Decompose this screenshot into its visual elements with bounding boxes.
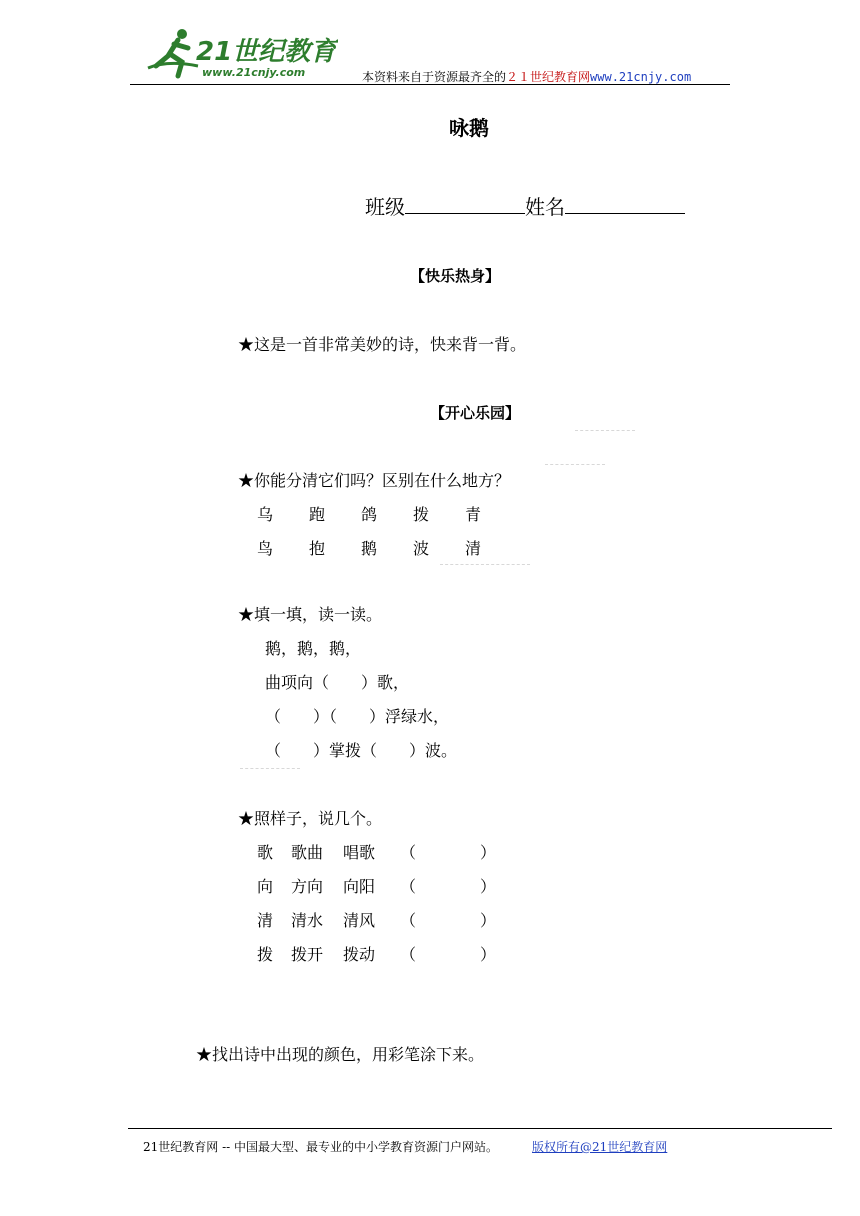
poem-line: 鹅，鹅，鹅， xyxy=(265,639,362,658)
section-heading-warmup: 【快乐热身】 xyxy=(410,267,501,285)
source-site[interactable]: ２１世纪教育网 xyxy=(506,70,591,84)
faint-mark xyxy=(545,464,605,465)
paren-open[interactable]: （ xyxy=(400,945,417,964)
word-cell: 歌 xyxy=(257,843,274,862)
char-cell: 鸽 xyxy=(361,505,378,524)
word-cell: 清风 xyxy=(343,911,376,930)
paren-open[interactable]: （ xyxy=(400,843,417,862)
poem-line: （ ）（ ）浮绿水， xyxy=(265,707,450,726)
poem-line: （ ）掌拨（ ）波。 xyxy=(265,741,458,760)
question-colors: ★找出诗中出现的颜色，用彩笔涂下来。 xyxy=(196,1045,485,1064)
logo-url: www.21cnjy.com xyxy=(202,66,306,79)
word-cell: 唱歌 xyxy=(343,843,376,862)
page-title: 咏鹅 xyxy=(449,116,489,140)
question-fill-in: ★填一填，读一读。 xyxy=(238,605,383,624)
word-cell: 拨动 xyxy=(343,945,376,964)
word-cell: 清 xyxy=(257,911,274,930)
char-cell: 抱 xyxy=(309,539,326,558)
paren-close: ） xyxy=(480,877,497,896)
paren-open[interactable]: （ xyxy=(400,877,417,896)
word-cell: 拨开 xyxy=(291,945,324,964)
faint-mark xyxy=(440,564,530,565)
word-cell: 方向 xyxy=(291,877,324,896)
word-cell: 向阳 xyxy=(343,877,376,896)
question-distinguish: ★你能分清它们吗？区别在什么地方？ xyxy=(238,471,511,490)
char-cell: 青 xyxy=(465,505,482,524)
char-cell: 跑 xyxy=(309,505,326,524)
question-recite: ★这是一首非常美妙的诗，快来背一背。 xyxy=(238,335,527,354)
char-cell: 清 xyxy=(465,539,482,558)
name-label: 姓名 xyxy=(525,195,565,219)
running-figure-icon xyxy=(148,29,198,76)
char-cell: 鹅 xyxy=(361,539,378,558)
source-prefix: 本资料来自于资源最齐全的 xyxy=(362,70,507,84)
word-cell: 清水 xyxy=(291,911,324,930)
footer xyxy=(143,1138,667,1155)
header-source-note xyxy=(362,68,691,85)
question-examples: ★照样子，说几个。 xyxy=(238,809,383,828)
name-blank[interactable] xyxy=(565,195,685,214)
faint-mark xyxy=(240,768,300,769)
paren-close: ） xyxy=(480,843,497,862)
char-cell: 拨 xyxy=(413,505,430,524)
class-blank[interactable] xyxy=(405,195,525,214)
paren-open[interactable]: （ xyxy=(400,911,417,930)
header-divider xyxy=(130,84,730,85)
class-label: 班级 xyxy=(365,195,405,219)
paren-close: ） xyxy=(480,945,497,964)
word-cell: 向 xyxy=(257,877,274,896)
paren-close: ） xyxy=(480,911,497,930)
copyright-link[interactable]: 版权所有@21世纪教育网 xyxy=(532,1140,668,1154)
faint-mark xyxy=(575,430,635,431)
source-url[interactable]: www.21cnjy.com xyxy=(590,70,692,84)
logo xyxy=(138,22,338,84)
footer-divider xyxy=(128,1128,832,1129)
footer-text: 21世纪教育网 -- 中国最大型、最专业的中小学教育资源门户网站。 xyxy=(143,1140,499,1154)
poem-line: 曲项向（ ）歌， xyxy=(265,673,410,692)
class-name-row xyxy=(365,191,685,220)
char-cell: 乌 xyxy=(257,505,274,524)
section-heading-fun: 【开心乐园】 xyxy=(430,404,521,422)
char-cell: 波 xyxy=(413,539,430,558)
word-cell: 拨 xyxy=(257,945,274,964)
char-cell: 鸟 xyxy=(257,539,274,558)
logo-wordmark: 21世纪教育 xyxy=(196,37,337,67)
word-cell: 歌曲 xyxy=(291,843,324,862)
